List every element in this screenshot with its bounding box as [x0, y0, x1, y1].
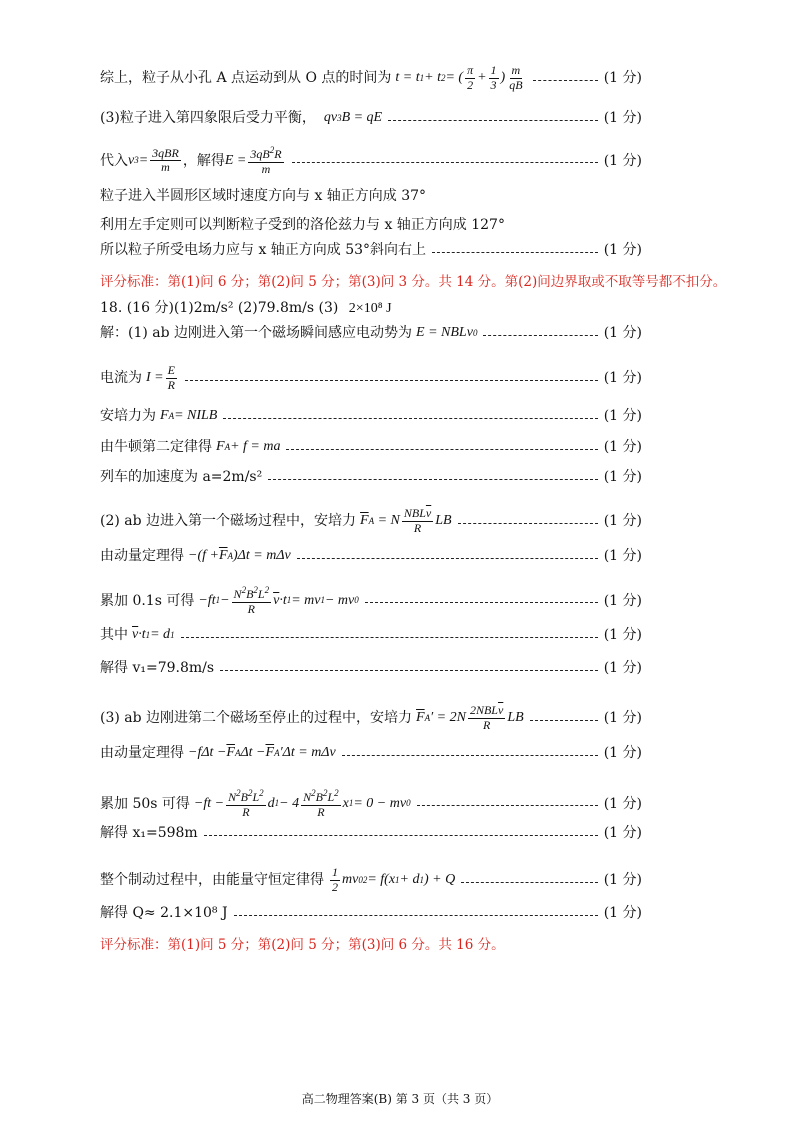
dotted-leader	[530, 720, 598, 721]
dotted-leader	[365, 602, 598, 603]
formula-sum-2: −ft − $\frac{N^2B^2L^2}{R}$ d 1 − 4 $\frac{N^2B^2L^2}{R}$ x 1 = 0 − mv 0	[193, 788, 411, 819]
dotted-leader	[461, 882, 597, 883]
line-text: 由牛顿第二定律得	[100, 439, 212, 455]
dotted-leader	[432, 252, 598, 253]
answer-line	[100, 788, 642, 820]
answer-line	[100, 585, 642, 617]
line-text: (3)粒子进入第四象限后受力平衡，	[100, 110, 316, 126]
answer-line	[100, 746, 642, 760]
line-text: 解得 v₁=79.8m/s	[100, 660, 215, 676]
line-text: 解：(1) ab 边刚进入第一个磁场瞬间感应电动势为	[100, 325, 413, 341]
score-label: (1 分)	[603, 152, 642, 169]
formula-avg-force: $\overline{F}$ A = N $\frac{NBL\overline{v}}{R}$ LB	[360, 506, 452, 535]
line-text: (2) ab 边进入第一个磁场过程中，安培力	[100, 513, 357, 530]
line-text: 代入	[100, 152, 128, 169]
line-text-2: ，解得	[182, 152, 225, 169]
answer-line	[100, 364, 642, 393]
score-label: (1 分)	[603, 242, 642, 258]
score-label: (1 分)	[603, 660, 642, 676]
answer-line	[100, 440, 642, 454]
answer-line	[100, 549, 642, 563]
score-label: (1 分)	[603, 408, 642, 424]
line-text: 累加 50s 可得	[100, 795, 190, 812]
answer-line	[100, 409, 642, 423]
answer-text: 利用左手定则可以判断粒子受到的洛伦兹力与 x 轴正方向成 127°	[100, 217, 505, 233]
answer-line	[100, 326, 642, 340]
score-label: (1 分)	[603, 872, 642, 889]
dotted-leader	[417, 805, 598, 806]
score-label: (1 分)	[603, 513, 642, 530]
formula-v3: v 3 = $\frac{\text{3qBR}}{m}$	[128, 145, 179, 175]
dotted-leader	[483, 335, 597, 336]
answer-line	[100, 866, 642, 895]
answer-line	[100, 111, 642, 125]
formula-avg-force-2: $\overline{F}$ A ′ = 2N $\frac{2NBL\overline{v}}{R}$ LB	[416, 703, 524, 732]
formula-energy: $\frac{1}{2}$ mv 0 2 = f(x 1 + d 1 ) + Q	[332, 865, 456, 894]
line-text: 所以粒子所受电场力应与 x 轴正方向成 53°斜向右上	[100, 242, 427, 258]
answer-line	[100, 145, 642, 177]
dotted-leader	[268, 479, 597, 480]
line-text: 列车的加速度为 a=2m/s²	[100, 469, 263, 485]
score-label: (1 分)	[603, 548, 642, 564]
score-label: (1 分)	[603, 710, 642, 727]
dotted-leader	[458, 523, 598, 524]
dotted-leader	[220, 670, 598, 671]
formula-force: F A = NILB	[160, 408, 218, 423]
score-label: (1 分)	[603, 745, 642, 761]
formula-time: t = t 1 + t 2 = ( $\frac{\pi}{2}$ + $\frac{1}{3}$ ) $\frac{m}{qB}$	[395, 63, 523, 92]
formula-emf: E = NBLv 0	[416, 325, 478, 340]
grading-note: 评分标准：第(1)问 5 分；第(2)问 5 分；第(3)问 6 分。共 16 分。	[100, 937, 505, 953]
answer-line	[100, 243, 642, 257]
question-summary: 18. (16 分)(1)2m/s² (2)79.8m/s (3)	[100, 300, 339, 316]
answer-line	[100, 704, 642, 733]
line-text: 解得 Q≈ 2.1×10⁸ J	[100, 905, 228, 921]
dotted-leader	[297, 558, 598, 559]
dotted-leader	[286, 449, 597, 450]
dotted-leader	[181, 637, 598, 638]
grading-note: 评分标准：第(1)问 6 分；第(2)问 5 分；第(3)问 3 分。共 14 分。第(2)问边界取或不取等号都不扣分。	[100, 274, 727, 290]
answer-line	[100, 906, 642, 920]
line-text: 综上，粒子从小孔 A 点运动到从 O 点的时间为	[100, 70, 392, 87]
answer-line	[100, 661, 642, 675]
answer-line	[100, 507, 642, 536]
score-label: (1 分)	[603, 469, 642, 485]
score-label: (1 分)	[603, 825, 642, 841]
answer-text: 粒子进入半圆形区域时速度方向与 x 轴正方向成 37°	[100, 188, 427, 204]
dotted-leader	[533, 80, 598, 81]
line-text: 整个制动过程中，由能量守恒定律得	[100, 872, 324, 889]
answer-line	[100, 470, 642, 484]
line-text: 安培力为	[100, 408, 156, 424]
formula-sum-1: −ft 1 − $\frac{N^2B^2L^2}{R}$ $\overline{v}$ ·t 1 = mv 1 − mv 0	[198, 585, 359, 616]
formula-impulse-1: −(f + $\overline{F}$ A )Δt = mΔv	[188, 548, 291, 563]
dotted-leader	[204, 835, 598, 836]
formula-newton: F A + f = ma	[216, 439, 281, 454]
answer-line	[100, 628, 642, 642]
page-footer: 高二物理答案(B) 第 3 页（共 3 页）	[301, 1092, 499, 1106]
score-label: (1 分)	[603, 905, 642, 921]
line-text: 由动量定理得	[100, 548, 184, 564]
line-text: 解得 x₁=598m	[100, 825, 198, 841]
dotted-leader	[185, 380, 598, 381]
formula-impulse-2: −fΔt − $\overline{F}$ A Δt − $\overline{F}$ A ′Δt = mΔv	[188, 745, 336, 760]
dotted-leader	[223, 418, 597, 419]
dotted-leader	[388, 120, 598, 121]
score-label: (1 分)	[603, 70, 642, 87]
question-header	[100, 297, 392, 317]
formula-energy-answer: 2×10⁸ J	[348, 301, 392, 316]
score-label: (1 分)	[603, 110, 642, 126]
formula-current: I = $\frac{E}{R}$	[146, 363, 175, 392]
line-text: 累加 0.1s 可得	[100, 592, 195, 609]
answer-line	[100, 64, 642, 93]
line-text: 电流为	[100, 370, 142, 387]
dotted-leader	[234, 915, 598, 916]
score-label: (1 分)	[603, 592, 642, 609]
score-label: (1 分)	[603, 627, 642, 643]
line-text: (3) ab 边刚进第二个磁场至停止的过程中，安培力	[100, 710, 413, 727]
score-label: (1 分)	[603, 370, 642, 387]
dotted-leader	[342, 755, 598, 756]
formula-balance: qv 3 B = qE	[323, 110, 383, 125]
score-label: (1 分)	[603, 325, 642, 341]
answer-line	[100, 826, 642, 840]
score-label: (1 分)	[603, 439, 642, 455]
line-text: 由动量定理得	[100, 745, 184, 761]
dotted-leader	[292, 162, 598, 163]
score-label: (1 分)	[603, 795, 642, 812]
line-text: 其中	[100, 627, 128, 643]
formula-e: E = $\frac{3qB^2R}{m}$	[224, 145, 282, 176]
formula-distance: $\overline{v}$ ·t 1 = d 1	[132, 627, 175, 642]
